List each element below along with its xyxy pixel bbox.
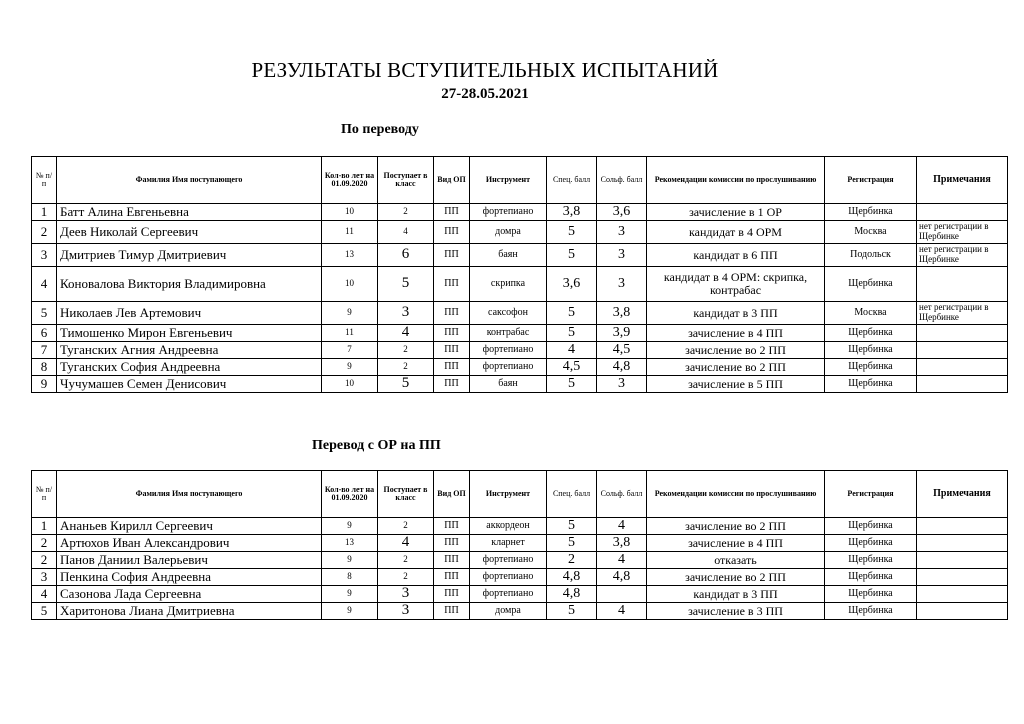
cell-name: Артюхов Иван Александрович <box>57 535 322 552</box>
cell-years: 9 <box>322 359 378 376</box>
header-solf: Сольф. балл <box>597 471 647 518</box>
cell-recommendation: кандидат в 6 ПП <box>647 244 825 267</box>
cell-num: 2 <box>32 221 57 244</box>
cell-instrument: контрабас <box>470 325 547 342</box>
cell-spec: 2 <box>547 552 597 569</box>
cell-type: ПП <box>434 518 470 535</box>
header-spec: Спец. балл <box>547 157 597 204</box>
cell-name: Николаев Лев Артемович <box>57 302 322 325</box>
cell-recommendation: зачисление в 4 ПП <box>647 535 825 552</box>
cell-grade: 5 <box>378 376 434 393</box>
cell-registration: Щербинка <box>825 586 917 603</box>
cell-years: 11 <box>322 221 378 244</box>
cell-note: нет регистрации в Щербинке <box>917 244 1008 267</box>
cell-note <box>917 359 1008 376</box>
cell-solf: 3,9 <box>597 325 647 342</box>
cell-solf: 4 <box>597 552 647 569</box>
cell-solf: 4 <box>597 518 647 535</box>
table-row <box>32 376 1008 393</box>
cell-recommendation: отказать <box>647 552 825 569</box>
cell-grade: 2 <box>378 518 434 535</box>
cell-years: 10 <box>322 267 378 302</box>
cell-note <box>917 267 1008 302</box>
cell-type: ПП <box>434 552 470 569</box>
cell-solf: 3 <box>597 376 647 393</box>
cell-type: ПП <box>434 569 470 586</box>
cell-name: Пенкина София Андреевна <box>57 569 322 586</box>
cell-solf: 3 <box>597 244 647 267</box>
cell-solf <box>597 586 647 603</box>
cell-spec: 5 <box>547 325 597 342</box>
cell-type: ПП <box>434 342 470 359</box>
cell-spec: 3,6 <box>547 267 597 302</box>
header-rec: Рекомендации комиссии по прослушиванию <box>647 157 825 204</box>
cell-recommendation: зачисление во 2 ПП <box>647 569 825 586</box>
cell-type: ПП <box>434 221 470 244</box>
cell-type: ПП <box>434 325 470 342</box>
cell-name: Туганских Агния Андреевна <box>57 342 322 359</box>
cell-note <box>917 376 1008 393</box>
cell-note <box>917 569 1008 586</box>
cell-num: 2 <box>32 535 57 552</box>
cell-grade: 3 <box>378 586 434 603</box>
cell-years: 8 <box>322 569 378 586</box>
cell-spec: 5 <box>547 302 597 325</box>
table-row <box>32 586 1008 603</box>
cell-type: ПП <box>434 586 470 603</box>
cell-spec: 5 <box>547 603 597 620</box>
cell-recommendation: зачисление в 1 ОР <box>647 204 825 221</box>
cell-recommendation: кандидат в 4 ОРМ: скрипка, контрабас <box>647 267 825 302</box>
header-num: № п/п <box>32 157 57 204</box>
cell-registration: Подольск <box>825 244 917 267</box>
cell-solf: 3,8 <box>597 302 647 325</box>
cell-registration: Щербинка <box>825 325 917 342</box>
cell-spec: 5 <box>547 535 597 552</box>
cell-spec: 4,5 <box>547 359 597 376</box>
cell-type: ПП <box>434 204 470 221</box>
header-name: Фамилия Имя поступающего <box>57 471 322 518</box>
cell-registration: Щербинка <box>825 552 917 569</box>
table-row <box>32 535 1008 552</box>
cell-grade: 4 <box>378 325 434 342</box>
cell-num: 3 <box>32 569 57 586</box>
table-row <box>32 204 1008 221</box>
cell-num: 7 <box>32 342 57 359</box>
cell-num: 8 <box>32 359 57 376</box>
header-reg: Регистрация <box>825 157 917 204</box>
cell-grade: 5 <box>378 267 434 302</box>
table-row <box>32 518 1008 535</box>
cell-note: нет регистрации в Щербинке <box>917 221 1008 244</box>
header-notes: Примечания <box>917 157 1008 204</box>
cell-recommendation: зачисление в 3 ПП <box>647 603 825 620</box>
cell-recommendation: зачисление во 2 ПП <box>647 342 825 359</box>
header-grade: Поступает в класс <box>378 471 434 518</box>
cell-name: Дмитриев Тимур Дмитриевич <box>57 244 322 267</box>
cell-type: ПП <box>434 302 470 325</box>
header-spec: Спец. балл <box>547 471 597 518</box>
table-row <box>32 342 1008 359</box>
cell-spec: 5 <box>547 518 597 535</box>
cell-note <box>917 342 1008 359</box>
cell-name: Туганских София Андреевна <box>57 359 322 376</box>
header-years: Кол-во лет на 01.09.2020 <box>322 471 378 518</box>
cell-recommendation: зачисление во 2 ПП <box>647 518 825 535</box>
header-instrument: Инструмент <box>470 157 547 204</box>
cell-num: 4 <box>32 586 57 603</box>
cell-num: 4 <box>32 267 57 302</box>
cell-solf: 4,5 <box>597 342 647 359</box>
cell-num: 1 <box>32 518 57 535</box>
cell-years: 7 <box>322 342 378 359</box>
cell-recommendation: зачисление в 4 ПП <box>647 325 825 342</box>
cell-solf: 4 <box>597 603 647 620</box>
cell-years: 11 <box>322 325 378 342</box>
table-row <box>32 267 1008 302</box>
header-grade: Поступает в класс <box>378 157 434 204</box>
cell-years: 9 <box>322 302 378 325</box>
table-row <box>32 325 1008 342</box>
header-name: Фамилия Имя поступающего <box>57 157 322 204</box>
header-notes: Примечания <box>917 471 1008 518</box>
cell-years: 9 <box>322 586 378 603</box>
cell-grade: 4 <box>378 535 434 552</box>
cell-solf: 3 <box>597 267 647 302</box>
cell-years: 10 <box>322 204 378 221</box>
cell-spec: 4 <box>547 342 597 359</box>
cell-recommendation: кандидат в 3 ПП <box>647 302 825 325</box>
page-title: РЕЗУЛЬТАТЫ ВСТУПИТЕЛЬНЫХ ИСПЫТАНИЙ <box>251 58 719 82</box>
cell-years: 13 <box>322 535 378 552</box>
cell-grade: 2 <box>378 204 434 221</box>
cell-spec: 3,8 <box>547 204 597 221</box>
cell-num: 1 <box>32 204 57 221</box>
cell-instrument: фортепиано <box>470 342 547 359</box>
cell-instrument: домра <box>470 603 547 620</box>
cell-spec: 5 <box>547 244 597 267</box>
cell-instrument: фортепиано <box>470 569 547 586</box>
cell-name: Сазонова Лада Сергеевна <box>57 586 322 603</box>
cell-instrument: кларнет <box>470 535 547 552</box>
header-reg: Регистрация <box>825 471 917 518</box>
table-row <box>32 569 1008 586</box>
cell-note: нет регистрации в Щербинке <box>917 302 1008 325</box>
cell-type: ПП <box>434 267 470 302</box>
cell-solf: 3,6 <box>597 204 647 221</box>
table-header-row <box>32 157 1008 204</box>
cell-registration: Щербинка <box>825 518 917 535</box>
header-instrument: Инструмент <box>470 471 547 518</box>
table-row <box>32 244 1008 267</box>
cell-registration: Щербинка <box>825 376 917 393</box>
cell-instrument: фортепиано <box>470 359 547 376</box>
section-title-or-to-pp: Перевод с ОР на ПП <box>312 438 441 453</box>
cell-recommendation: кандидат в 4 ОРМ <box>647 221 825 244</box>
table-row <box>32 552 1008 569</box>
header-solf: Сольф. балл <box>597 157 647 204</box>
cell-registration: Щербинка <box>825 535 917 552</box>
cell-grade: 2 <box>378 359 434 376</box>
cell-years: 9 <box>322 603 378 620</box>
cell-num: 5 <box>32 302 57 325</box>
cell-name: Панов Даниил Валерьевич <box>57 552 322 569</box>
cell-years: 9 <box>322 552 378 569</box>
cell-grade: 3 <box>378 603 434 620</box>
cell-registration: Москва <box>825 302 917 325</box>
cell-registration: Щербинка <box>825 267 917 302</box>
cell-grade: 3 <box>378 302 434 325</box>
table-row <box>32 302 1008 325</box>
cell-solf: 3,8 <box>597 535 647 552</box>
cell-note <box>917 325 1008 342</box>
cell-num: 2 <box>32 552 57 569</box>
cell-name: Харитонова Лиана Дмитриевна <box>57 603 322 620</box>
cell-recommendation: кандидат в 3 ПП <box>647 586 825 603</box>
cell-years: 9 <box>322 518 378 535</box>
cell-recommendation: зачисление во 2 ПП <box>647 359 825 376</box>
cell-grade: 4 <box>378 221 434 244</box>
cell-solf: 3 <box>597 221 647 244</box>
cell-note <box>917 204 1008 221</box>
exam-date: 27-28.05.2021 <box>441 86 529 102</box>
cell-grade: 2 <box>378 342 434 359</box>
cell-name: Деев Николай Сергеевич <box>57 221 322 244</box>
cell-name: Коновалова Виктория Владимировна <box>57 267 322 302</box>
cell-type: ПП <box>434 376 470 393</box>
cell-spec: 5 <box>547 376 597 393</box>
cell-registration: Щербинка <box>825 359 917 376</box>
cell-type: ПП <box>434 359 470 376</box>
results-table-transfer <box>31 156 1008 393</box>
cell-name: Батт Алина Евгеньевна <box>57 204 322 221</box>
cell-registration: Щербинка <box>825 603 917 620</box>
cell-registration: Щербинка <box>825 569 917 586</box>
header-rec: Рекомендации комиссии по прослушиванию <box>647 471 825 518</box>
cell-registration: Москва <box>825 221 917 244</box>
header-type: Вид ОП <box>434 471 470 518</box>
cell-instrument: аккордеон <box>470 518 547 535</box>
cell-solf: 4,8 <box>597 569 647 586</box>
results-table-or-to-pp <box>31 470 1008 620</box>
cell-note <box>917 518 1008 535</box>
cell-num: 9 <box>32 376 57 393</box>
cell-type: ПП <box>434 244 470 267</box>
cell-instrument: фортепиано <box>470 204 547 221</box>
cell-num: 6 <box>32 325 57 342</box>
table-row <box>32 359 1008 376</box>
section-title-transfer: По переводу <box>341 122 419 137</box>
cell-num: 5 <box>32 603 57 620</box>
cell-instrument: баян <box>470 244 547 267</box>
cell-years: 13 <box>322 244 378 267</box>
cell-type: ПП <box>434 603 470 620</box>
cell-note <box>917 603 1008 620</box>
header-num: № п/п <box>32 471 57 518</box>
cell-spec: 5 <box>547 221 597 244</box>
cell-instrument: саксофон <box>470 302 547 325</box>
table-header-row <box>32 471 1008 518</box>
cell-name: Чучумашев Семен Денисович <box>57 376 322 393</box>
cell-instrument: домра <box>470 221 547 244</box>
cell-note <box>917 535 1008 552</box>
table-row <box>32 221 1008 244</box>
cell-grade: 2 <box>378 552 434 569</box>
cell-registration: Щербинка <box>825 342 917 359</box>
cell-grade: 6 <box>378 244 434 267</box>
cell-name: Ананьев Кирилл Сергеевич <box>57 518 322 535</box>
cell-instrument: фортепиано <box>470 552 547 569</box>
cell-note <box>917 552 1008 569</box>
cell-type: ПП <box>434 535 470 552</box>
cell-spec: 4,8 <box>547 569 597 586</box>
table-row <box>32 603 1008 620</box>
header-type: Вид ОП <box>434 157 470 204</box>
cell-note <box>917 586 1008 603</box>
cell-solf: 4,8 <box>597 359 647 376</box>
cell-years: 10 <box>322 376 378 393</box>
cell-instrument: баян <box>470 376 547 393</box>
cell-grade: 2 <box>378 569 434 586</box>
cell-num: 3 <box>32 244 57 267</box>
cell-spec: 4,8 <box>547 586 597 603</box>
cell-recommendation: зачисление в 5 ПП <box>647 376 825 393</box>
header-years: Кол-во лет на 01.09.2020 <box>322 157 378 204</box>
cell-registration: Щербинка <box>825 204 917 221</box>
cell-instrument: скрипка <box>470 267 547 302</box>
cell-instrument: фортепиано <box>470 586 547 603</box>
cell-name: Тимошенко Мирон Евгеньевич <box>57 325 322 342</box>
